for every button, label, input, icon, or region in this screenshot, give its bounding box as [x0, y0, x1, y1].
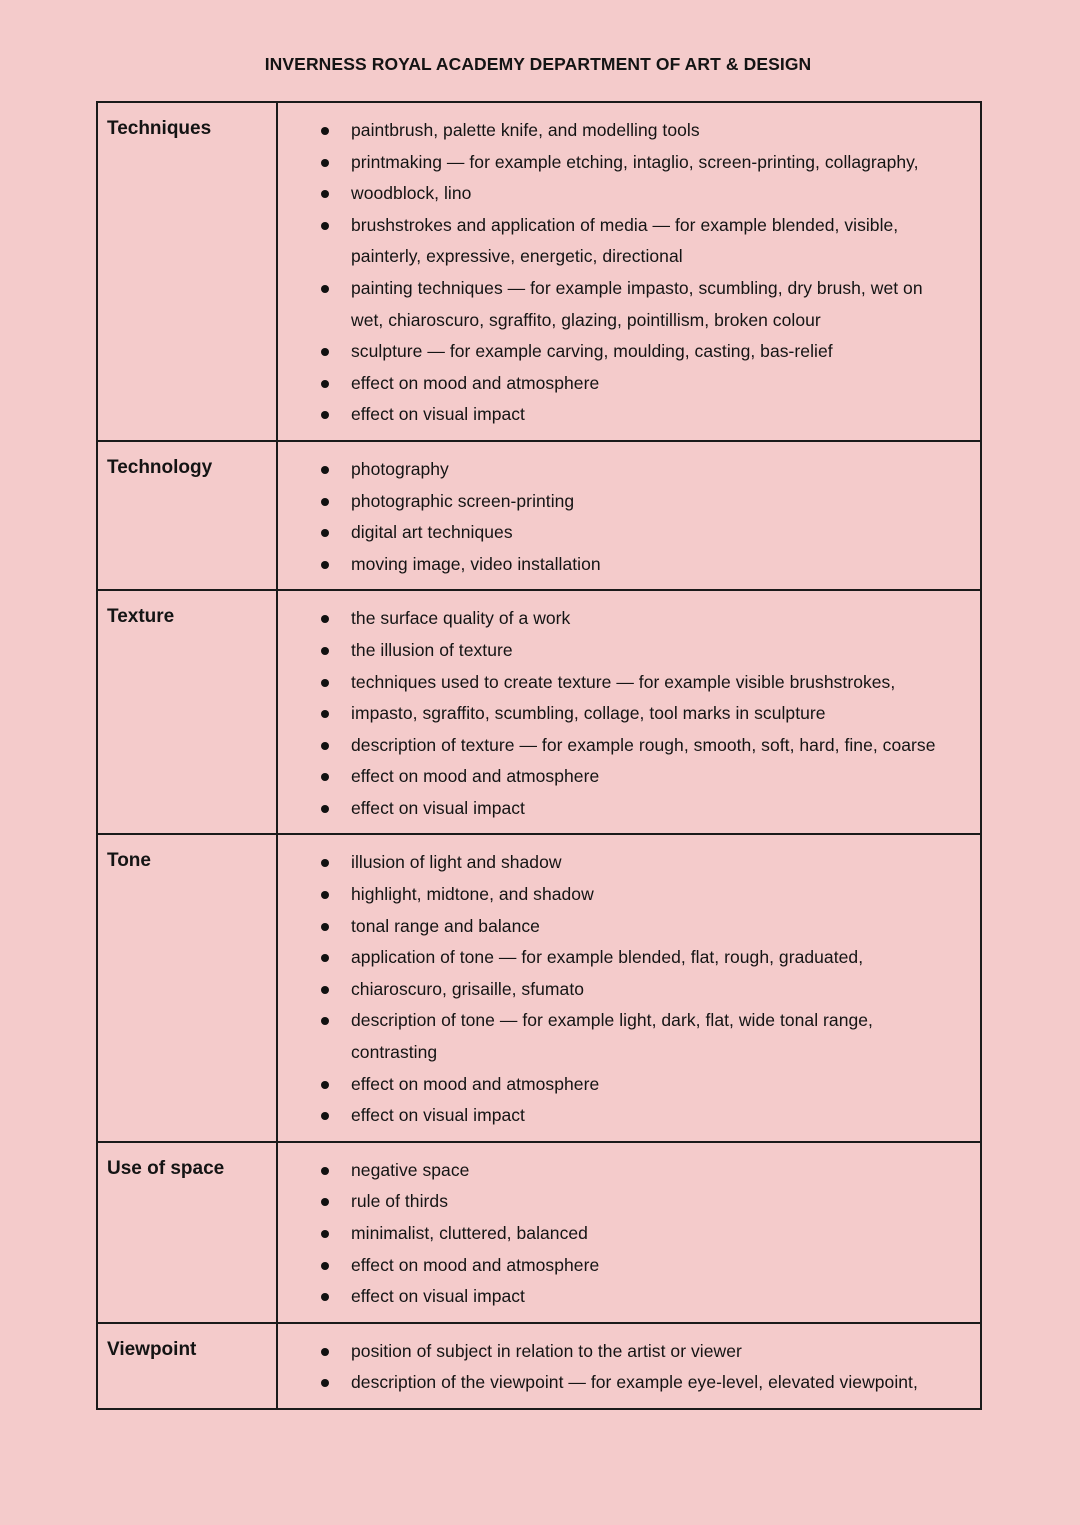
- row-items-cell: [277, 441, 981, 590]
- row-label-cell: [97, 834, 277, 1141]
- row-items-cell: [277, 102, 981, 441]
- bullet-icon: [321, 1081, 329, 1089]
- list-item-text: minimalist, cluttered, balanced: [351, 1223, 588, 1243]
- list-item-text: effect on mood and atmosphere: [351, 1254, 600, 1275]
- bullet-icon: [321, 127, 329, 135]
- bullet-icon: [321, 159, 329, 167]
- row-label-cell: [97, 102, 277, 441]
- list-item-text: techniques used to create texture — for example visible brushstrokes,: [351, 671, 896, 692]
- list-item-text: the illusion of texture: [351, 639, 513, 660]
- bullet-icon: [321, 1293, 329, 1301]
- bullet-icon: [321, 805, 329, 813]
- list-item-text: negative space: [351, 1159, 470, 1180]
- bullet-icon: [321, 380, 329, 388]
- row-heading: Tone: [107, 850, 151, 872]
- bullet-icon: [321, 1198, 329, 1206]
- list-item: [278, 273, 970, 305]
- bullet-icon: [321, 529, 329, 537]
- list-item-text: effect on visual impact: [351, 404, 525, 425]
- list-item-text: photography: [351, 458, 449, 479]
- list-item-text: highlight, midtone, and shadow: [351, 884, 594, 905]
- list-item-text: effect on mood and atmosphere: [351, 766, 600, 787]
- row-items-cell: [277, 834, 981, 1141]
- list-item-text: illusion of light and shadow: [351, 852, 562, 873]
- list-item-text: application of tone — for example blended, flat, rough, graduated,: [351, 947, 864, 968]
- bullet-icon: [321, 561, 329, 569]
- list-item: [278, 698, 970, 730]
- list-item: [278, 517, 970, 549]
- criteria-table: [96, 101, 982, 1410]
- list-item-text: brushstrokes and application of media — for example blended, visible,: [351, 214, 899, 235]
- list-item-continuation: [278, 1037, 970, 1069]
- list-item: [278, 1336, 970, 1368]
- bullet-icon: [321, 710, 329, 718]
- list-item-text: effect on mood and atmosphere: [351, 372, 600, 393]
- bullet-icon: [321, 498, 329, 506]
- bullet-icon: [321, 348, 329, 356]
- list-item-text: photographic screen-printing: [351, 490, 575, 511]
- list-item: [278, 1069, 970, 1101]
- list-item: [278, 1005, 970, 1037]
- bullet-icon: [321, 190, 329, 198]
- bullet-icon: [321, 679, 329, 687]
- list-item: [278, 1100, 970, 1132]
- bullet-list: [278, 1143, 980, 1322]
- list-item: [278, 793, 970, 825]
- list-item-text: description of the viewpoint — for example eye-level, elevated viewpoint,: [351, 1372, 918, 1393]
- row-heading: Texture: [107, 606, 175, 628]
- bullet-icon: [321, 1017, 329, 1025]
- list-item: [278, 879, 970, 911]
- list-item-text: chiaroscuro, grisaille, sfumato: [351, 978, 585, 999]
- list-item-text: digital art techniques: [351, 522, 513, 543]
- row-items-cell: [277, 590, 981, 834]
- bullet-icon: [321, 773, 329, 781]
- row-label-cell: [97, 441, 277, 590]
- criteria-table-body: [97, 102, 981, 1409]
- bullet-icon: [321, 615, 329, 623]
- list-item-text: position of subject in relation to the artist or viewer: [351, 1340, 742, 1361]
- list-item-text: wet, chiaroscuro, sgraffito, glazing, pointillism, broken colour: [351, 309, 821, 330]
- bullet-icon: [321, 285, 329, 293]
- list-item: [278, 486, 970, 518]
- table-row: [97, 1142, 981, 1323]
- bullet-icon: [321, 411, 329, 419]
- list-item-text: effect on mood and atmosphere: [351, 1073, 600, 1094]
- list-item-text: description of tone — for example light, dark, flat, wide tonal range,: [351, 1010, 873, 1031]
- list-item: [278, 730, 970, 762]
- list-item-text: woodblock, lino: [351, 183, 472, 204]
- list-item-text: printmaking — for example etching, intaglio, screen-printing, collagraphy,: [351, 151, 919, 172]
- list-item: [278, 549, 970, 581]
- list-item-text: effect on visual impact: [351, 1105, 525, 1126]
- list-item-text: paintbrush, palette knife, and modelling tools: [351, 120, 700, 140]
- bullet-icon: [321, 647, 329, 655]
- list-item: [278, 942, 970, 974]
- list-item: [278, 635, 970, 667]
- list-item: [278, 1367, 970, 1399]
- bullet-list: [278, 103, 980, 440]
- table-row: [97, 1323, 981, 1409]
- list-item: [278, 336, 970, 368]
- list-item: [278, 1218, 970, 1250]
- bullet-list: [278, 442, 980, 589]
- list-item: [278, 974, 970, 1006]
- list-item: [278, 178, 970, 210]
- list-item: [278, 115, 970, 147]
- list-item: [278, 1250, 970, 1282]
- table-row: [97, 834, 981, 1141]
- list-item-text: rule of thirds: [351, 1191, 448, 1212]
- bullet-list: [278, 591, 980, 833]
- bullet-icon: [321, 1379, 329, 1387]
- row-label-cell: [97, 590, 277, 834]
- row-items-cell: [277, 1142, 981, 1323]
- list-item: [278, 399, 970, 431]
- row-label-cell: [97, 1323, 277, 1409]
- list-item-text: effect on visual impact: [351, 797, 525, 818]
- row-items-cell: [277, 1323, 981, 1409]
- bullet-list: [278, 1324, 980, 1408]
- list-item: [278, 603, 970, 635]
- list-item-continuation: [278, 241, 970, 273]
- row-heading: Techniques: [107, 118, 212, 139]
- page-title: INVERNESS ROYAL ACADEMY DEPARTMENT OF ART & DESIGN: [264, 54, 812, 74]
- list-item-text: description of texture — for example rough, smooth, soft, hard, fine, coarse: [351, 734, 936, 755]
- list-item: [278, 454, 970, 486]
- list-item: [278, 1155, 970, 1187]
- bullet-icon: [321, 1348, 329, 1356]
- list-item: [278, 1186, 970, 1218]
- list-item: [278, 911, 970, 943]
- bullet-icon: [321, 923, 329, 931]
- list-item: [278, 210, 970, 242]
- bullet-icon: [321, 742, 329, 750]
- bullet-icon: [321, 859, 329, 867]
- list-item-text: moving image, video installation: [351, 553, 601, 574]
- list-item-text: contrasting: [351, 1042, 438, 1063]
- bullet-icon: [321, 1167, 329, 1175]
- row-heading: Use of space: [107, 1157, 225, 1179]
- list-item-text: tonal range and balance: [351, 915, 540, 936]
- list-item: [278, 368, 970, 400]
- bullet-icon: [321, 466, 329, 474]
- bullet-list: [278, 835, 980, 1140]
- list-item: [278, 761, 970, 793]
- list-item-text: impasto, sgraffito, scumbling, collage, tool marks in sculpture: [351, 703, 826, 724]
- list-item: [278, 667, 970, 699]
- list-item-text: the surface quality of a work: [351, 608, 571, 629]
- table-row: [97, 590, 981, 834]
- list-item-continuation: [278, 305, 970, 337]
- row-heading: Technology: [107, 456, 213, 478]
- bullet-icon: [321, 1112, 329, 1120]
- bullet-icon: [321, 954, 329, 962]
- list-item-text: painterly, expressive, energetic, directional: [351, 246, 683, 267]
- row-heading: Viewpoint: [107, 1338, 197, 1360]
- list-item: [278, 1281, 970, 1313]
- list-item: [278, 847, 970, 879]
- list-item-text: sculpture — for example carving, moulding, casting, bas-relief: [351, 341, 833, 362]
- bullet-icon: [321, 891, 329, 899]
- bullet-icon: [321, 1262, 329, 1270]
- row-label-cell: [97, 1142, 277, 1323]
- bullet-icon: [321, 1230, 329, 1238]
- table-row: [97, 441, 981, 590]
- list-item: [278, 147, 970, 179]
- bullet-icon: [321, 222, 329, 230]
- list-item-text: effect on visual impact: [351, 1286, 525, 1307]
- bullet-icon: [321, 986, 329, 994]
- list-item-text: painting techniques — for example impasto, scumbling, dry brush, wet on: [351, 277, 923, 298]
- table-row: [97, 102, 981, 441]
